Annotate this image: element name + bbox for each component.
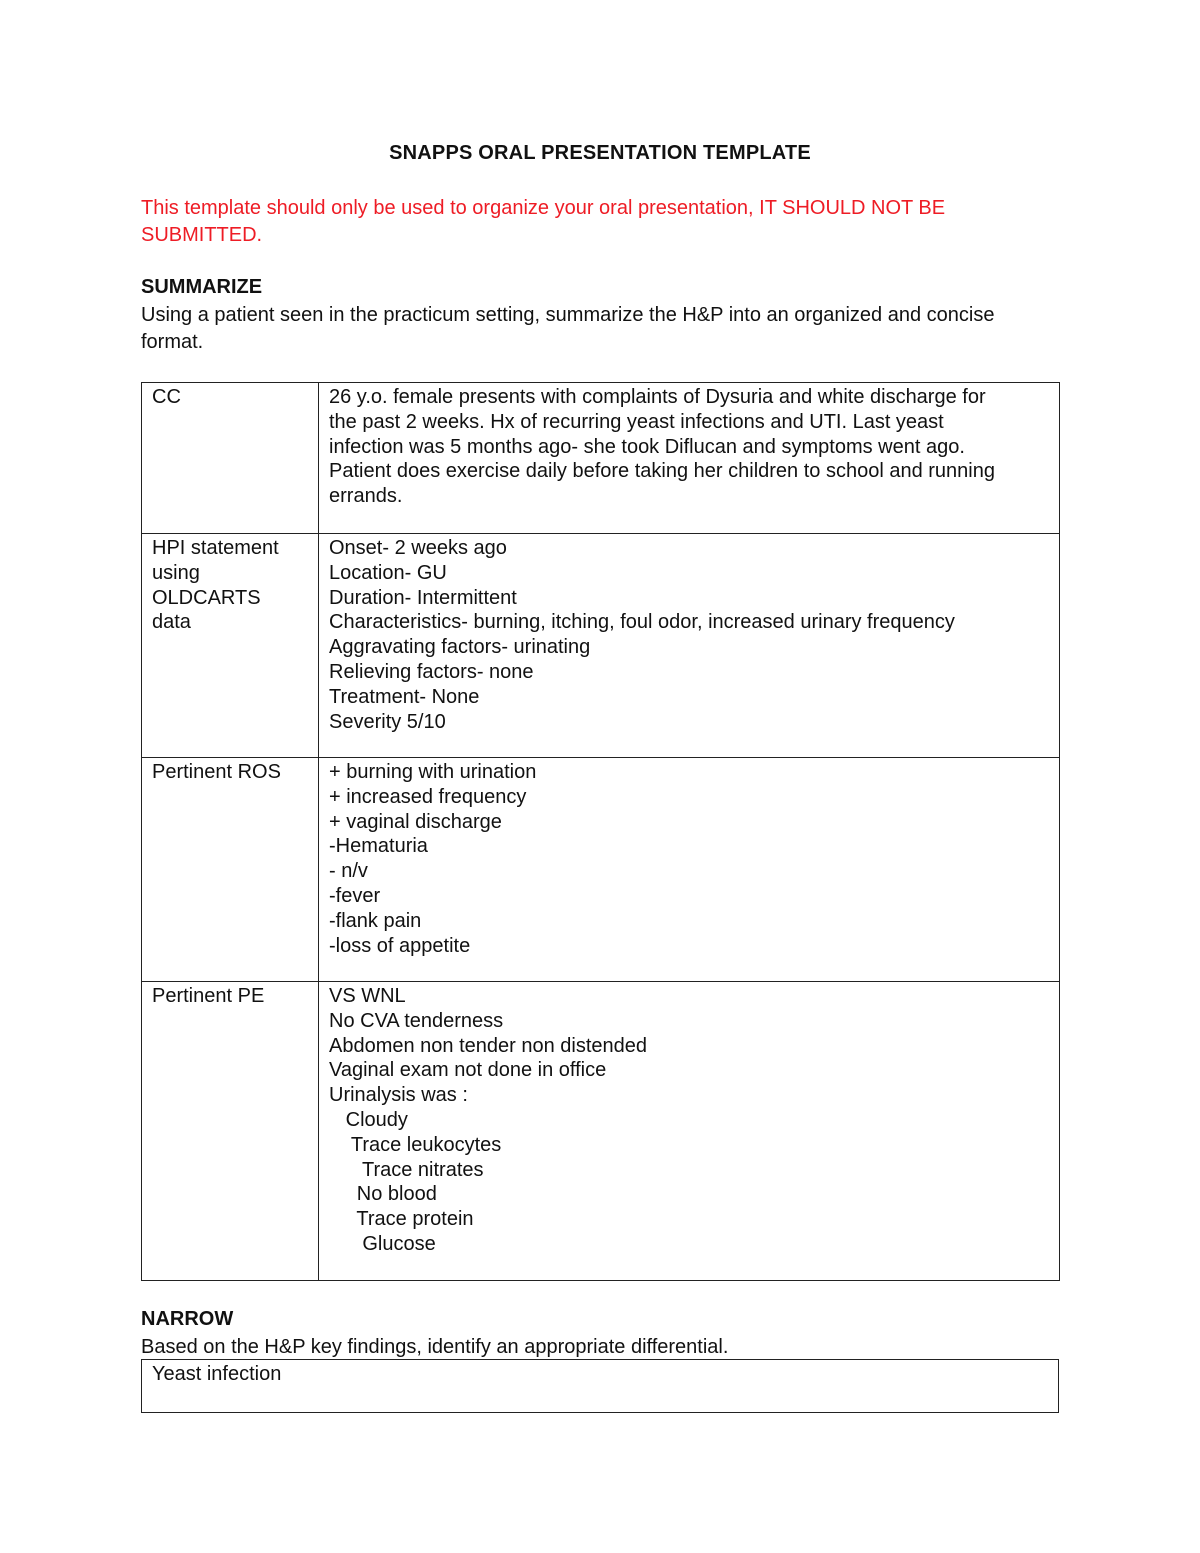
content-line: Characteristics- burning, itching, foul odor, increased urinary frequency: [329, 611, 955, 634]
content-line: No blood: [329, 1183, 437, 1206]
narrow-heading: NARROW: [141, 1308, 234, 1330]
row-content-hpi: [319, 534, 1060, 758]
content-line: 26 y.o. female presents with complaints of Dysuria and white discharge for: [329, 386, 986, 408]
row-content-pe: [319, 982, 1060, 1281]
content-line: Trace nitrates: [329, 1158, 484, 1181]
row-label-text: data: [152, 611, 191, 634]
content-line: Onset- 2 weeks ago: [329, 537, 507, 559]
content-line: + increased frequency: [329, 785, 527, 808]
row-label-text: HPI statement: [152, 537, 279, 559]
document-title: SNAPPS ORAL PRESENTATION TEMPLATE: [389, 142, 811, 164]
content-line: Location- GU: [329, 561, 447, 584]
table-row: [142, 1360, 1059, 1413]
content-line: Severity 5/10: [329, 710, 446, 733]
content-line: VS WNL: [329, 985, 406, 1007]
row-content-cc: [319, 383, 1060, 534]
content-line: Treatment- None: [329, 685, 480, 708]
row-label-text: Pertinent ROS: [152, 761, 281, 783]
content-line: No CVA tenderness: [329, 1009, 504, 1032]
row-label-text: CC: [152, 386, 181, 408]
differential-table: [141, 1359, 1059, 1413]
content-line: Abdomen non tender non distended: [329, 1034, 648, 1057]
differential-answer: Yeast infection: [142, 1360, 1059, 1413]
table-row-ros: [142, 758, 1060, 982]
content-line: Vaginal exam not done in office: [329, 1059, 607, 1082]
content-line: infection was 5 months ago- she took Diflucan and symptoms went ago.: [329, 435, 965, 458]
content-line: + vaginal discharge: [329, 810, 502, 833]
row-label-pe: [142, 982, 319, 1281]
content-line: the past 2 weeks. Hx of recurring yeast infections and UTI. Last yeast: [329, 410, 944, 433]
table-row-cc: [142, 383, 1060, 534]
content-line: Cloudy: [329, 1108, 408, 1131]
submission-warning: This template should only be used to organize your oral presentation, IT SHOULD NOT BE SUBMITTED.: [141, 197, 946, 246]
content-line: Urinalysis was :: [329, 1084, 468, 1107]
content-line: Trace leukocytes: [329, 1133, 502, 1156]
content-line: -Hematuria: [329, 835, 428, 858]
content-line: - n/v: [329, 860, 368, 883]
table-row-pe: [142, 982, 1060, 1281]
row-label-hpi: [142, 534, 319, 758]
content-line: Duration- Intermittent: [329, 586, 517, 609]
row-label-cc: [142, 383, 319, 534]
narrow-instruction: Based on the H&P key findings, identify an appropriate differential.: [141, 1336, 729, 1358]
content-line: -loss of appetite: [329, 934, 471, 957]
table-row-hpi: [142, 534, 1060, 758]
content-line: + burning with urination: [329, 761, 537, 783]
summary-table: [141, 382, 1060, 1281]
row-label-ros: [142, 758, 319, 982]
row-label-text: using: [152, 561, 200, 584]
content-line: Patient does exercise daily before taking her children to school and running: [329, 460, 995, 483]
summarize-heading: SUMMARIZE: [141, 276, 263, 298]
content-line: Trace protein: [329, 1208, 474, 1231]
summarize-instruction: Using a patient seen in the practicum setting, summarize the H&P into an organized and concise format.: [141, 304, 995, 353]
content-line: Relieving factors- none: [329, 660, 534, 683]
row-label-text: OLDCARTS: [152, 586, 261, 609]
content-line: -flank pain: [329, 909, 422, 932]
content-line: Glucose: [329, 1232, 436, 1255]
row-label-text: Pertinent PE: [152, 985, 265, 1007]
content-line: errands.: [329, 485, 403, 508]
content-line: Aggravating factors- urinating: [329, 636, 591, 659]
content-line: -fever: [329, 884, 381, 907]
row-content-ros: [319, 758, 1060, 982]
